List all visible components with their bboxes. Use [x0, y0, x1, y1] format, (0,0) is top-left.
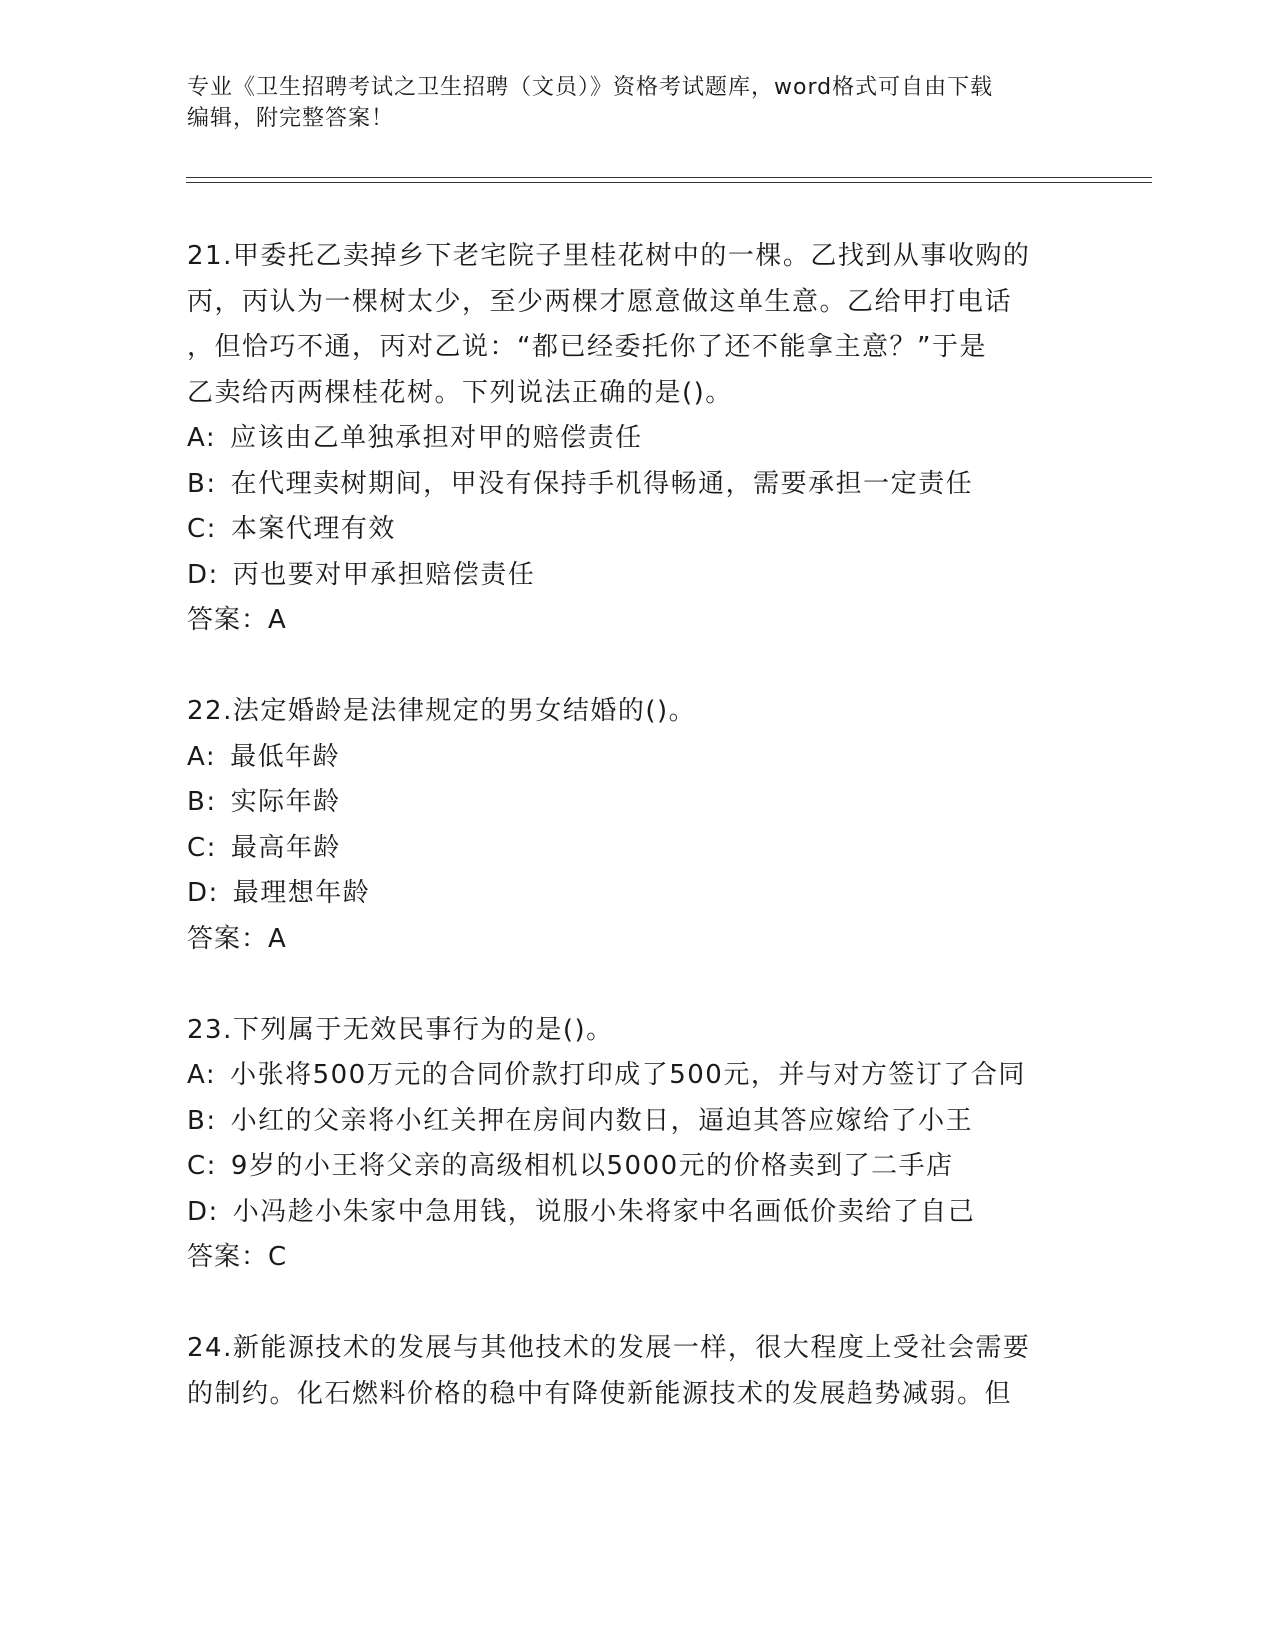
option-b [187, 780, 1137, 826]
answer-line: 答案：A [187, 605, 287, 635]
option-key: B: [187, 787, 217, 817]
answer-line: 答案：C [187, 1242, 288, 1272]
question-list [187, 234, 1137, 1417]
option-key: A: [187, 423, 217, 453]
option-key: D: [187, 559, 219, 590]
option-text: 最低年龄 [230, 741, 341, 772]
option-text: 最理想年龄 [232, 878, 371, 908]
question-stem-line: 22.法定婚龄是法律规定的男女结婚的()。 [187, 696, 697, 726]
question-stem-line: 23.下列属于无效民事行为的是()。 [187, 1014, 614, 1045]
option-key: B: [187, 468, 217, 499]
option-a [187, 416, 1137, 462]
question-23 [187, 1008, 1137, 1281]
question-stem-line: 的制约。化石燃料价格的稳中有降使新能源技术的发展趋势减弱。但 [187, 1378, 1013, 1409]
option-key: D: [187, 1196, 219, 1227]
option-key: D: [187, 878, 219, 908]
option-key: A: [187, 1060, 217, 1090]
option-c [187, 507, 1137, 553]
option-text: 应该由乙单独承担对甲的赔偿责任 [230, 423, 643, 453]
option-c [187, 1144, 1137, 1190]
option-text: 实际年龄 [230, 787, 341, 817]
answer-line: 答案：A [187, 923, 287, 954]
option-a [187, 735, 1137, 781]
option-text: 本案代理有效 [230, 514, 396, 544]
header-divider-thin [186, 182, 1152, 183]
option-a [187, 1053, 1137, 1099]
header-divider-thick [186, 177, 1152, 178]
option-b [187, 462, 1137, 508]
option-key: C: [187, 832, 217, 863]
option-text: 小冯趁小朱家中急用钱，说服小朱将家中名画低价卖给了自己 [232, 1196, 976, 1227]
document-header [187, 72, 1087, 134]
question-stem-line: ，但恰巧不通，丙对乙说：“都已经委托你了还不能拿主意？”于是 [187, 332, 987, 362]
question-stem-line: 丙，丙认为一棵树太少，至少两棵才愿意做这单生意。乙给甲打电话 [187, 286, 1013, 317]
header-line-2: 编辑，附完整答案！ [187, 106, 395, 131]
header-line-1: 专业《卫生招聘考试之卫生招聘（文员）》资格考试题库，word格式可自由下载 [187, 75, 994, 100]
option-d [187, 1190, 1137, 1236]
option-text: 在代理卖树期间，甲没有保持手机得畅通，需要承担一定责任 [230, 468, 974, 499]
option-text: 小红的父亲将小红关押在房间内数日，逼迫其答应嫁给了小王 [230, 1105, 974, 1136]
option-c [187, 826, 1137, 872]
option-text: 9岁的小王将父亲的高级相机以5000元的价格卖到了二手店 [230, 1151, 954, 1181]
option-b [187, 1099, 1137, 1145]
option-key: C: [187, 514, 217, 544]
option-text: 小张将500万元的合同价款打印成了500元，并与对方签订了合同 [230, 1060, 1026, 1090]
option-d [187, 871, 1137, 917]
question-22 [187, 689, 1137, 962]
option-key: C: [187, 1151, 217, 1181]
question-stem-line: 24.新能源技术的发展与其他技术的发展一样，很大程度上受社会需要 [187, 1333, 1031, 1363]
option-key: B: [187, 1105, 217, 1136]
question-stem-line: 21.甲委托乙卖掉乡下老宅院子里桂花树中的一棵。乙找到从事收购的 [187, 241, 1031, 271]
option-d [187, 553, 1137, 599]
question-stem-line: 乙卖给丙两棵桂花树。下列说法正确的是()。 [187, 377, 733, 408]
option-text: 最高年龄 [230, 832, 341, 863]
question-24 [187, 1326, 1137, 1417]
question-21 [187, 234, 1137, 644]
option-key: A: [187, 741, 217, 772]
option-text: 丙也要对甲承担赔偿责任 [232, 559, 536, 590]
